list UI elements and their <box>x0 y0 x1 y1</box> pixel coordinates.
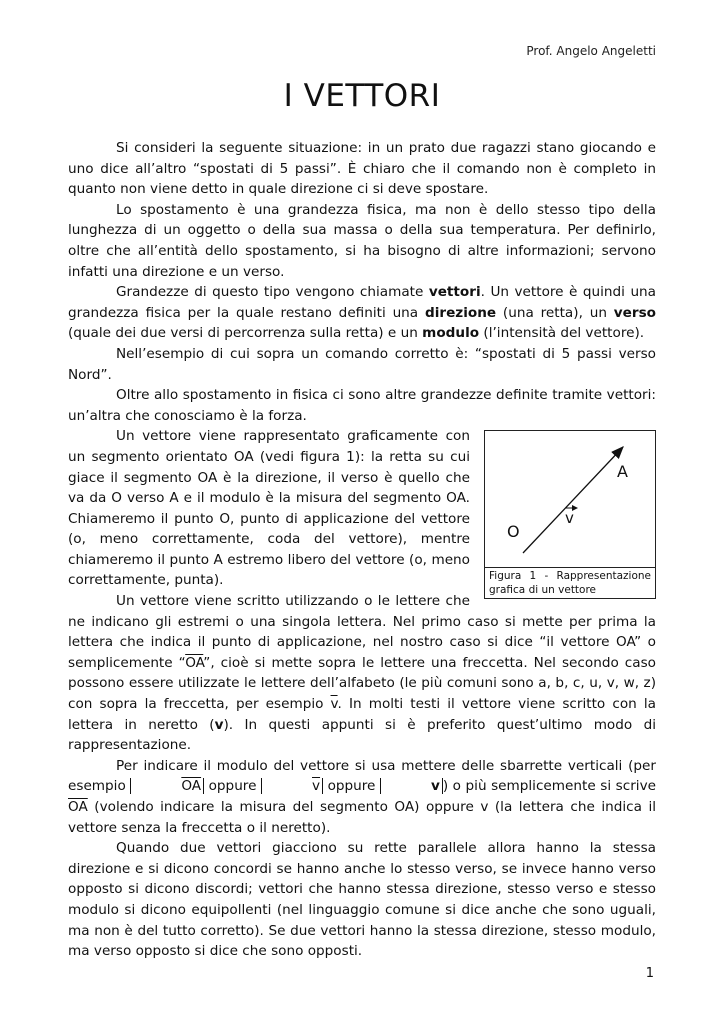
vector-notation-v: $\overline{v}$ <box>330 696 338 713</box>
vector-svg <box>485 431 655 567</box>
modulus-v-bold: v <box>380 778 443 794</box>
text: ). In questi appunti si è preferito quest’ultimo modo di rappresentazione. <box>68 716 656 754</box>
text: Grandezze di questo tipo vengono chiamate <box>116 284 429 301</box>
document-body <box>68 138 656 962</box>
term-modulo: modulo <box>422 325 480 342</box>
modulus-v-arrow-text: $\overline{v}$ <box>312 778 321 795</box>
paragraph: Un vettore viene rappresentato graficamente con un segmento orientato OA (vedi figura 1): la retta su cui giace il segmento OA è la direzione, il verso è quello che va da O verso A e il modulo è la misura del segmento OA. Chiameremo il punto O, punto di applicazione del vettore (o, meno correttamente, coda del vettore), mentre chiameremo il punto A estremo libero del vettore (o, meno correttamente, punta). <box>68 428 470 589</box>
text: (una retta), un <box>496 304 614 321</box>
text: . In molti testi il vettore viene scritto con la lettera in neretto ( <box>68 696 656 733</box>
notation-oa: $\overline{OA}$ <box>68 799 88 815</box>
text: (volendo indicare la misura del segmento OA) oppure v (la lettera che indica il vettore senza la freccetta o il neretto). <box>68 799 656 836</box>
term-direzione: direzione <box>424 304 497 321</box>
point-a-label: A <box>617 462 628 482</box>
text: Per indicare il modulo del vettore si usa mettere delle sbarrette verticali (per esempio <box>68 757 656 795</box>
point-o-label: O <box>507 522 520 542</box>
paragraph: Si consideri la seguente situazione: in un prato due ragazzi stano giocando e uno dice all’altro “spostati di 5 passi”. È chiaro che il comando non è completo in quanto non viene detto in quale direzione ci si deve spostare. <box>68 140 656 198</box>
text: ) o più semplicemente si scrive <box>442 778 656 795</box>
paragraph: Oltre allo spostamento in fisica ci sono altre grandezze definite tramite vettori: un’altra che conosciamo è la forza. <box>68 387 656 424</box>
text: oppure <box>323 778 380 795</box>
text: (quale dei due versi di percorrenza sulla retta) e un <box>68 325 423 342</box>
figure-caption: Figura 1 - Rappresentazione grafica di un vettore <box>484 568 656 599</box>
vector-diagram <box>484 430 656 568</box>
text: ”, cioè si mette sopra le lettere una freccetta. Nel secondo caso possono essere utilizzate le lettere dell’alfabeto (le più comuni sono a, b, c, u, v, w, z) con sopra la freccetta, per esempio <box>68 654 656 713</box>
page-title: I VETTORI <box>283 78 441 114</box>
vector-segment-oa <box>523 447 623 553</box>
figure-1 <box>484 430 656 599</box>
paragraph <box>68 591 656 756</box>
paragraph: Nell’esempio di cui sopra un comando corretto è: “spostati di 5 passi verso Nord”. <box>68 345 656 383</box>
text: oppure <box>204 778 261 795</box>
modulus-oa <box>130 778 204 794</box>
paragraph: Lo spostamento è una grandezza fisica, ma non è dello stesso tipo della lunghezza di un oggetto o della sua massa o della sua temperatura. Per definirlo, oltre che all’entità dello spostamento, si ha bisogno di altre informazioni; servono infatti una direzione e un verso. <box>68 201 656 280</box>
term-vettori: vettori <box>428 284 481 301</box>
modulus-oa-text: $\overline{OA}$ <box>181 778 202 795</box>
paragraph <box>68 756 656 838</box>
modulus-v-arrow <box>261 778 323 794</box>
text: Un vettore viene scritto utilizzando o le lettere che ne indicano gli estremi o una singola lettera. Nel primo caso si mette per prima la lettera che indica il punto di applicazione, nel nostro caso si dice “il vettore OA” o semplicemente “ <box>68 593 656 671</box>
paragraph <box>68 282 656 344</box>
text: . Un vettore è quindi una grandezza fisica per la quale restano definiti una <box>68 284 657 321</box>
term-verso: verso <box>613 304 656 321</box>
page-number: 1 <box>645 966 654 981</box>
text: (l’intensità del vettore). <box>479 325 645 342</box>
paragraph: Quando due vettori giacciono su rette parallele allora hanno la stessa direzione e si dicono concordi se hanno anche lo stesso verso, se invece hanno verso opposto si dicono discordi; vettori che hanno stessa direzione, stesso verso e stesso modulo si dicono equipollenti (nel linguaggio comune si dice anche che sono uguali, ma non è del tutto corretto). Se due vettori hanno la stessa direzione, stesso modulo, ma verso opposto si dice che sono opposti. <box>68 840 656 960</box>
vector-notation-oa: $\overline{OA}$ <box>185 654 204 671</box>
bold-v: v <box>214 716 224 733</box>
author-header: Prof. Angelo Angeletti <box>526 44 656 58</box>
vector-v-label: v <box>565 509 574 528</box>
